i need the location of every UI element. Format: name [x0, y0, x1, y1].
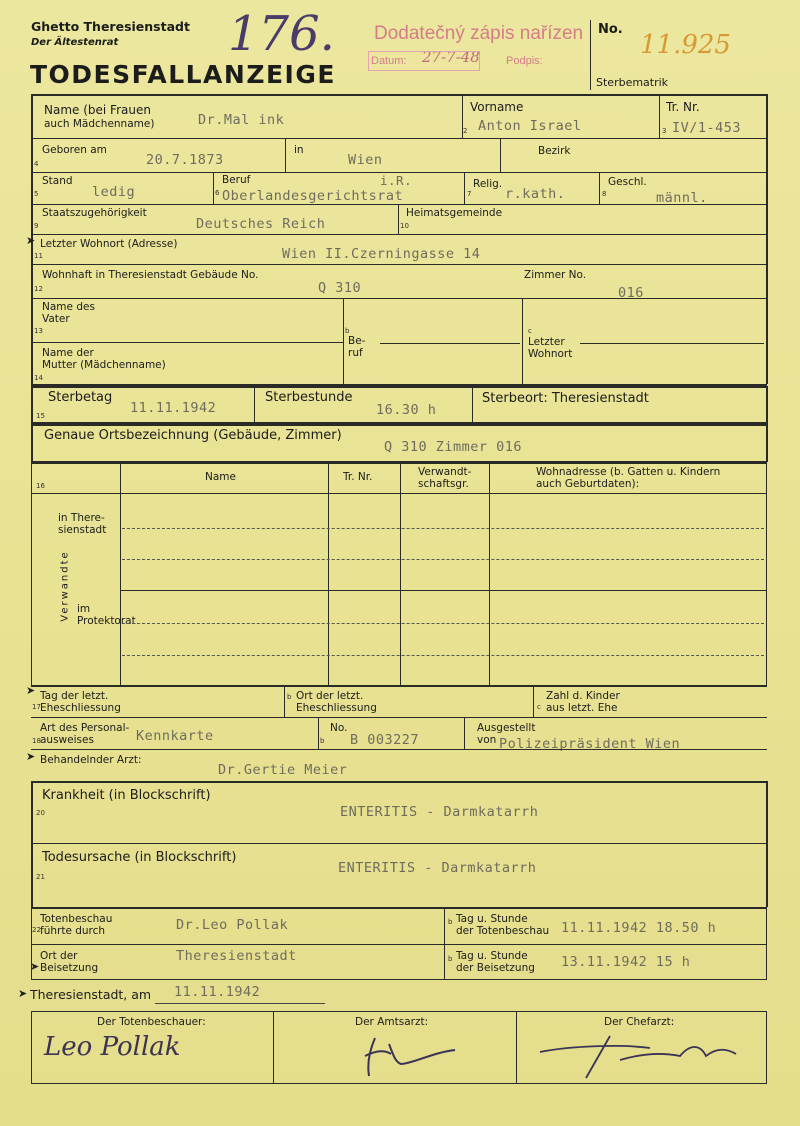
building-value: Q 310	[318, 280, 362, 296]
born-label: Geboren am	[42, 144, 107, 156]
death-date-value: 11.11.1942	[130, 400, 217, 416]
status-value: ledig	[92, 184, 136, 200]
rel-col-name: Name	[205, 471, 236, 483]
death-hour-label: Sterbestunde	[265, 390, 353, 405]
stamp-date-label: Datum:	[371, 55, 407, 67]
name-label: Name (bei Frauen	[44, 103, 151, 117]
stamp-supplementary-entry: Dodatečný zápis nařízen	[374, 23, 584, 44]
rel-col-trnr: Tr. Nr.	[343, 471, 373, 483]
death-date-label: Sterbetag	[48, 390, 113, 405]
marriage-place-label: Ort der letzt. Eheschliessung	[296, 690, 377, 714]
nationality-label: Staatszugehörigkeit	[42, 207, 147, 219]
place-date-value: 11.11.1942	[174, 984, 261, 1000]
rel-row-theresienstadt: in There- sienstadt	[58, 512, 107, 536]
children-label: Zahl d. Kinder aus letzt. Ehe	[546, 690, 620, 714]
place-date-label: Theresienstadt, am	[30, 987, 152, 1002]
trnr-label: Tr. Nr.	[666, 100, 700, 114]
parent-last-residence-label: Letzter Wohnort	[528, 336, 573, 360]
id-type-value: Kennkarte	[136, 728, 214, 744]
trnr-value: IV/1-453	[672, 120, 742, 136]
chief-sign-label: Der Chefarzt:	[604, 1016, 675, 1028]
born-in-value: Wien	[348, 152, 383, 168]
burial-time-label: Tag u. Stunde der Beisetzung	[456, 950, 535, 974]
handwritten-number-176: 176.	[228, 6, 335, 62]
profession-value-line1: i.R.	[380, 173, 413, 188]
death-place-label: Sterbeort: Theresienstadt	[482, 391, 649, 406]
sex-label: Geschl.	[608, 176, 647, 188]
inspector-signature: Leo Pollak	[44, 1032, 181, 1062]
ghetto-name: Ghetto Theresienstadt	[31, 19, 190, 34]
marriage-date-label: Tag der letzt. Eheschliessung	[40, 690, 121, 714]
room-value: 016	[618, 285, 644, 301]
inspection-time-value: 11.11.1942 18.50 h	[561, 920, 717, 936]
district-label: Bezirk	[538, 145, 571, 157]
death-notice-document: Ghetto Theresienstadt Der Ältestenrat TODESFALLANZEIGE 176. Dodatečný zápis nařízen Datum: 27-7-48 Podpis: No. Sterbematrik 11.925 Name (bei Frauen auch Mädchenname) Dr.Mal ink Vorname 2 Anton Israel Tr. Nr. 3 IV/1-453 Geboren am 4 20.7.1873 in Wien Bezirk Stand 5 ledig Beruf 6 i.R. Oberlandesgerichtsrat Relig. 7 r.kath. Geschl. 8 männl. Staatszugehörigkeit 9 Deutsches Reich Heimatsgemeinde 10 ➤ Letzter Wohnort (Adresse) 11 Wien II.Czerningasse 14 Wohnhaft in Theresienstadt Gebäude No. 12 Q 310 Zimmer No. 016 Name des Vater 13 Name der Mutter (Mädchenname) 14 b Be- ruf c Letzter Wohnort Sterbetag 15 11.11.1942 Sterbestunde 16.30 h Sterbeort: Theresienstadt Genaue Ortsbezeichnung (Gebäude, Zimmer) Q 310 Zimmer 016 16 Name Tr. Nr. Verwandt- schaftsgr. Wohnadresse (b. Gatten u. Kindern auch Geburtdaten): in There- sienstadt Verwandte im Protektorat ➤ Tag der letzt. Eheschliessung 17 b Ort der letzt. Eheschliessung c Zahl d. Kinder aus letzt. Ehe Art des Personal- ausweises 18 Kennkarte b No. B 003227 Ausgestellt von Polizeipräsident Wien ➤ Behandelnder Arzt: Dr.Gertie Meier Krankheit (in Blockschrift) 20 ENTERITIS - Darmkatarrh Todesursache (in Blockschrift) 21 ENTERITIS - Darmkatarrh Totenbeschau führte durch 22 Dr.Leo Pollak b Tag u. Stunde der Totenbeschau 11.11.1942 18.50 h Ort der Beisetzung ➤ Theresienstadt b Tag u. Stunde der Beisetzung 13.11.1942 15 h ➤ Theresienstadt, am 11.11.1942 Der Totenbeschauer: Der Amtsarzt: Der Chefarzt: Leo Pollak	[0, 0, 800, 1126]
cause-value: ENTERITIS - Darmkatarrh	[338, 860, 537, 876]
form-title: TODESFALLANZEIGE	[30, 60, 336, 89]
profession-value-line2: Oberlandesgerichtsrat	[222, 188, 404, 204]
born-in-label: in	[294, 144, 304, 156]
name-value: Dr.Mal ink	[198, 112, 285, 128]
stamp-date-value: 27-7-48	[422, 48, 480, 66]
stamp-signature-label: Podpis:	[506, 55, 543, 67]
id-number-value: B 003227	[350, 732, 420, 748]
inspector-sign-label: Der Totenbeschauer:	[97, 1016, 206, 1028]
vorname-value: Anton Israel	[478, 118, 582, 134]
cause-label: Todesursache (in Blockschrift)	[42, 850, 237, 865]
home-community-label: Heimatsgemeinde	[406, 207, 503, 219]
last-residence-label: Letzter Wohnort (Adresse)	[40, 238, 178, 250]
inspection-by-value: Dr.Leo Pollak	[176, 917, 289, 933]
status-label: Stand	[42, 175, 73, 187]
burial-place-label: Ort der Beisetzung	[40, 950, 99, 974]
stamp-date-box	[368, 51, 480, 71]
death-hour-value: 16.30 h	[376, 402, 437, 418]
rel-col-address: Wohnadresse (b. Gatten u. Kindern auch Geburtdaten):	[536, 466, 721, 490]
inspection-by-label: Totenbeschau führte durch	[40, 913, 113, 937]
no-label: No.	[598, 22, 623, 37]
id-number-label: No.	[330, 722, 348, 734]
building-label: Wohnhaft in Theresienstadt Gebäude No.	[42, 269, 259, 281]
burial-time-value: 13.11.1942 15 h	[561, 954, 691, 970]
last-residence-value: Wien II.Czerningasse 14	[282, 246, 481, 262]
vorname-label: Vorname	[470, 100, 524, 114]
burial-place-value: Theresienstadt	[176, 948, 297, 964]
sterbematrik-label: Sterbematrik	[596, 76, 669, 89]
official-sign-label: Der Amtsarzt:	[355, 1016, 429, 1028]
id-type-label: Art des Personal- ausweises	[40, 722, 130, 746]
issued-by-value: Polizeipräsident Wien	[499, 736, 681, 752]
official-signature	[355, 1030, 465, 1080]
physician-value: Dr.Gertie Meier	[218, 762, 348, 778]
inspection-time-label: Tag u. Stunde der Totenbeschau	[456, 913, 550, 937]
exact-location-value: Q 310 Zimmer 016	[384, 439, 523, 455]
nationality-value: Deutsches Reich	[196, 216, 326, 232]
rel-row-protektorat: im Protektorat	[77, 603, 136, 627]
physician-label: Behandelnder Arzt:	[40, 754, 142, 766]
religion-label: Relig.	[473, 178, 503, 190]
chief-signature	[530, 1030, 760, 1082]
mother-label: Name der Mutter (Mädchenname)	[42, 347, 166, 371]
rel-side-label: Verwandte	[59, 550, 71, 622]
exact-location-label: Genaue Ortsbezeichnung (Gebäude, Zimmer)	[44, 428, 342, 443]
disease-label: Krankheit (in Blockschrift)	[42, 788, 211, 803]
maiden-name-label: auch Mädchenname)	[44, 118, 155, 130]
father-label: Name des Vater	[42, 301, 95, 325]
issued-by-label: Ausgestellt von	[477, 722, 536, 746]
parent-profession-label: Be- ruf	[348, 335, 366, 359]
room-label: Zimmer No.	[524, 269, 587, 281]
sex-value: männl.	[656, 190, 708, 206]
disease-value: ENTERITIS - Darmkatarrh	[340, 804, 539, 820]
rel-col-relationship: Verwandt- schaftsgr.	[418, 466, 472, 490]
council-name: Der Ältestenrat	[31, 37, 119, 48]
born-value: 20.7.1873	[146, 152, 224, 168]
matrik-number: 11.925	[640, 30, 731, 60]
religion-value: r.kath.	[505, 186, 566, 202]
profession-label: Beruf	[222, 174, 251, 186]
